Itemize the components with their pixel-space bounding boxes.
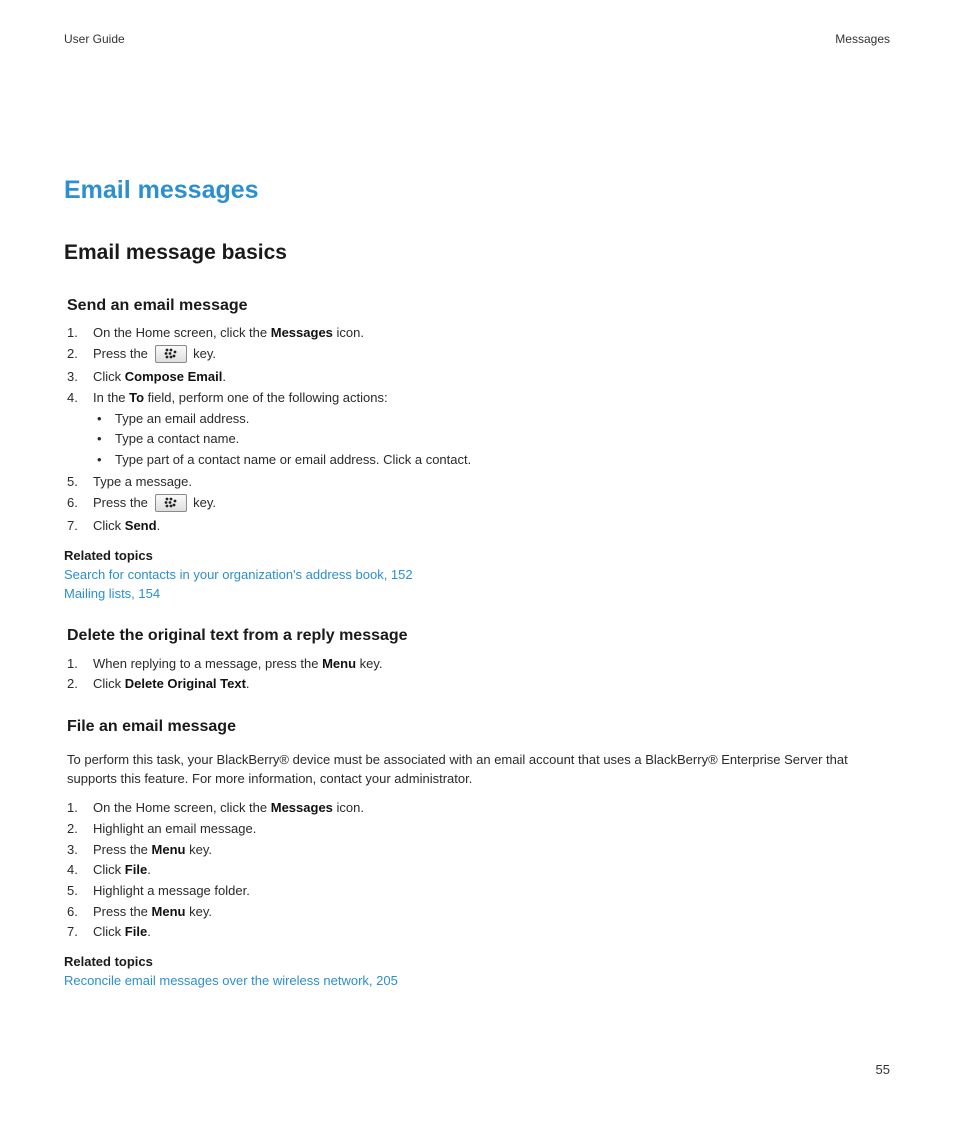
page-title: Email messages	[64, 176, 259, 204]
send-step-5: 5. Type a message.	[67, 474, 192, 489]
related-link-address-book[interactable]: Search for contacts in your organization's address book, 152	[64, 567, 413, 582]
file-step-7: 7. Click File.	[67, 924, 151, 939]
blackberry-menu-key-icon	[155, 494, 187, 512]
send-step-6: 6. Press the key.	[67, 495, 217, 510]
blackberry-menu-key-icon	[155, 345, 187, 363]
send-step-4: 4. In the To field, perform one of the following actions:	[67, 390, 388, 405]
send-bullet-1: • Type an email address.	[97, 411, 250, 426]
file-step-4: 4. Click File.	[67, 862, 151, 877]
file-step-3: 3. Press the Menu key.	[67, 842, 212, 857]
running-header-right: Messages	[835, 32, 890, 46]
file-step-6: 6. Press the Menu key.	[67, 904, 212, 919]
section-title: Email message basics	[64, 241, 287, 264]
send-step-7: 7. Click Send.	[67, 518, 161, 533]
send-related-topics-title: Related topics	[64, 548, 153, 563]
send-bullet-3: • Type part of a contact name or email address. Click a contact.	[97, 452, 472, 467]
related-link-mailing-lists[interactable]: Mailing lists, 154	[64, 586, 161, 601]
delete-original-heading: Delete the original text from a reply message	[67, 627, 408, 644]
file-email-heading: File an email message	[67, 718, 236, 735]
file-step-1: 1. On the Home screen, click the Messages icon.	[67, 800, 364, 815]
file-related-topics-title: Related topics	[64, 954, 153, 969]
file-step-2: 2. Highlight an email message.	[67, 821, 257, 836]
send-email-heading: Send an email message	[67, 297, 248, 314]
file-step-5: 5. Highlight a message folder.	[67, 883, 250, 898]
send-step-3: 3. Click Compose Email.	[67, 369, 226, 384]
send-step-2: 2. Press the key.	[67, 346, 217, 361]
send-step-1: 1. On the Home screen, click the Messages icon.	[67, 325, 364, 340]
file-email-intro: To perform this task, your BlackBerry® device must be associated with an email account that uses a BlackBerry® Enterprise Server that supports this feature. For more information, contact your administrator.	[67, 752, 848, 786]
page-number: 55	[875, 1062, 890, 1077]
send-bullet-2: • Type a contact name.	[97, 431, 240, 446]
delete-step-1: 1. When replying to a message, press the Menu key.	[67, 656, 383, 671]
related-link-reconcile[interactable]: Reconcile email messages over the wireless network, 205	[64, 973, 398, 988]
delete-step-2: 2. Click Delete Original Text.	[67, 676, 250, 691]
running-header-left: User Guide	[64, 32, 125, 46]
